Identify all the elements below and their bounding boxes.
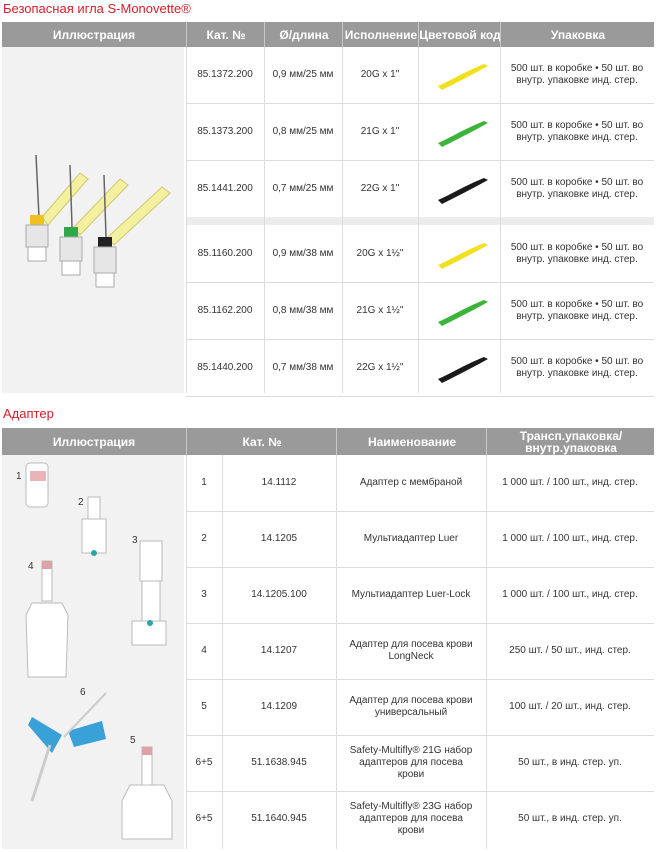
needle-size-cell: 0,8 мм/25 мм	[272, 126, 334, 137]
needle-gauge-cell: 21G x 1½"	[356, 305, 404, 316]
adapter-row	[2, 679, 654, 735]
adapter-no-cell: 6+5	[195, 757, 213, 768]
color-code-swatch	[434, 174, 494, 204]
needle-pack-cell: 500 шт. в коробке • 50 шт. во внутр. упаковке инд. стер.	[510, 120, 644, 143]
adapter-name-cell: Мультиадаптер Luer	[363, 533, 459, 544]
color-code-swatch	[434, 296, 494, 326]
needle-gauge-cell: 20G x 1"	[360, 69, 400, 80]
header-illustration-2: Иллюстрация	[52, 434, 136, 449]
adapter-cat-cell: 51.1640.945	[251, 813, 307, 824]
adapter-row	[2, 735, 654, 791]
section2-header	[2, 428, 654, 455]
needle-gauge-cell: 22G x 1½"	[356, 362, 404, 373]
adapter-pack-cell: 1 000 шт. / 100 шт., инд. стер.	[502, 477, 638, 488]
needle-gauge-cell: 20G x 1½"	[356, 248, 404, 259]
adapter-pack-cell: 1 000 шт. / 100 шт., инд. стер.	[502, 533, 638, 544]
needle-size-cell: 0,7 мм/25 мм	[272, 183, 334, 194]
header-size: Ø/длина	[264, 22, 343, 47]
needle-row	[2, 283, 654, 339]
header-cat: Кат. №	[186, 22, 265, 47]
illus-label-2: 2	[78, 497, 84, 508]
column-divider	[222, 455, 223, 849]
adapter-row	[2, 791, 654, 847]
column-divider	[486, 455, 487, 849]
needle-row	[2, 104, 654, 160]
illus-label-3: 3	[132, 535, 138, 546]
adapter-pack-cell: 250 шт. / 50 шт., инд. стер.	[509, 645, 631, 656]
column-divider	[418, 47, 419, 393]
column-divider	[336, 455, 337, 849]
column-divider	[342, 47, 343, 393]
adapter-cat-cell: 14.1205.100	[251, 589, 307, 600]
adapter-name-cell: Safety-Multifly® 21G набор адаптеров для посева крови	[349, 745, 473, 780]
color-code-swatch	[434, 239, 494, 269]
color-code-swatch	[434, 353, 494, 383]
adapter-no-cell: 4	[201, 645, 207, 656]
needle-size-cell: 0,7 мм/38 мм	[272, 362, 334, 373]
needle-row	[2, 340, 654, 396]
column-divider	[500, 47, 501, 393]
needle-size-cell: 0,9 мм/25 мм	[272, 69, 334, 80]
needle-pack-cell: 500 шт. в коробке • 50 шт. во внутр. упаковке инд. стер.	[510, 242, 644, 265]
column-divider	[186, 455, 187, 849]
illus-label-5: 5	[130, 735, 136, 746]
illus-label-6: 6	[80, 687, 86, 698]
needle-cat-cell: 85.1373.200	[197, 126, 253, 137]
column-divider	[264, 47, 265, 393]
adapter-name-cell: Safety-Multifly® 23G набор адаптеров для посева крови	[349, 801, 473, 836]
needle-row	[2, 47, 654, 103]
color-code-swatch	[434, 117, 494, 147]
illus-label-1: 1	[16, 471, 22, 482]
adapter-name-cell: Мультиадаптер Luer-Lock	[351, 589, 471, 600]
needle-gauge-cell: 22G x 1"	[360, 183, 400, 194]
adapter-no-cell: 5	[201, 701, 207, 712]
needle-cat-cell: 85.1162.200	[197, 305, 253, 316]
adapter-name-cell: Адаптер для посева крови LongNeck	[349, 639, 473, 662]
adapter-cat-cell: 14.1207	[260, 645, 298, 656]
needle-pack-cell: 500 шт. в коробке • 50 шт. во внутр. упаковке инд. стер.	[510, 63, 644, 86]
needle-size-cell: 0,8 мм/38 мм	[272, 305, 334, 316]
adapter-row	[2, 567, 654, 623]
needle-row	[2, 226, 654, 282]
header-color-code: Цветовой код	[418, 22, 501, 47]
header-illustration: Иллюстрация	[52, 27, 136, 42]
group-gap	[186, 217, 654, 225]
adapter-no-cell: 3	[201, 589, 207, 600]
adapter-pack-cell: 1 000 шт. / 100 шт., инд. стер.	[502, 589, 638, 600]
needle-cat-cell: 85.1160.200	[197, 248, 253, 259]
adapter-row	[2, 511, 654, 567]
header-version: Исполнение	[342, 22, 419, 47]
header-cat-2: Кат. №	[186, 428, 337, 455]
needle-pack-cell: 500 шт. в коробке • 50 шт. во внутр. упаковке инд. стер.	[510, 177, 644, 200]
adapter-cat-cell: 51.1638.945	[251, 757, 307, 768]
adapter-pack-cell: 50 шт., в инд. стер. уп.	[518, 757, 622, 768]
needle-row	[2, 161, 654, 217]
adapter-cat-cell: 14.1112	[261, 477, 297, 488]
needle-cat-cell: 85.1440.200	[197, 362, 253, 373]
adapter-row	[2, 455, 654, 511]
illus-label-4: 4	[28, 561, 34, 572]
section2-title: Адаптер	[3, 406, 54, 421]
header-name: Наименование	[336, 428, 487, 455]
adapter-row	[2, 623, 654, 679]
adapter-cat-cell: 14.1205	[260, 533, 298, 544]
adapter-no-cell: 2	[201, 533, 207, 544]
adapter-cat-cell: 14.1209	[260, 701, 298, 712]
section1-header	[2, 22, 654, 47]
color-code-swatch	[434, 60, 494, 90]
header-transport-pack: Трансп.упаковка/ внутр.упаковка	[486, 428, 655, 455]
row-divider	[186, 396, 654, 397]
needle-cat-cell: 85.1372.200	[197, 69, 253, 80]
column-divider	[186, 47, 187, 393]
adapter-pack-cell: 100 шт. / 20 шт., инд. стер.	[509, 701, 631, 712]
needle-cat-cell: 85.1441.200	[197, 183, 253, 194]
needle-size-cell: 0,9 мм/38 мм	[272, 248, 334, 259]
section1-title: Безопасная игла S-Monovette®	[3, 1, 191, 16]
adapter-no-cell: 1	[201, 477, 207, 488]
needle-pack-cell: 500 шт. в коробке • 50 шт. во внутр. упаковке инд. стер.	[510, 299, 644, 322]
header-packaging: Упаковка	[500, 22, 655, 47]
needle-pack-cell: 500 шт. в коробке • 50 шт. во внутр. упаковке инд. стер.	[510, 356, 644, 379]
adapter-name-cell: Адаптер для посева крови универсальный	[349, 695, 473, 718]
needle-gauge-cell: 21G x 1"	[360, 126, 400, 137]
adapter-no-cell: 6+5	[195, 813, 213, 824]
adapter-pack-cell: 50 шт., в инд. стер. уп.	[518, 813, 622, 824]
adapter-name-cell: Адаптер с мембраной	[359, 477, 463, 488]
